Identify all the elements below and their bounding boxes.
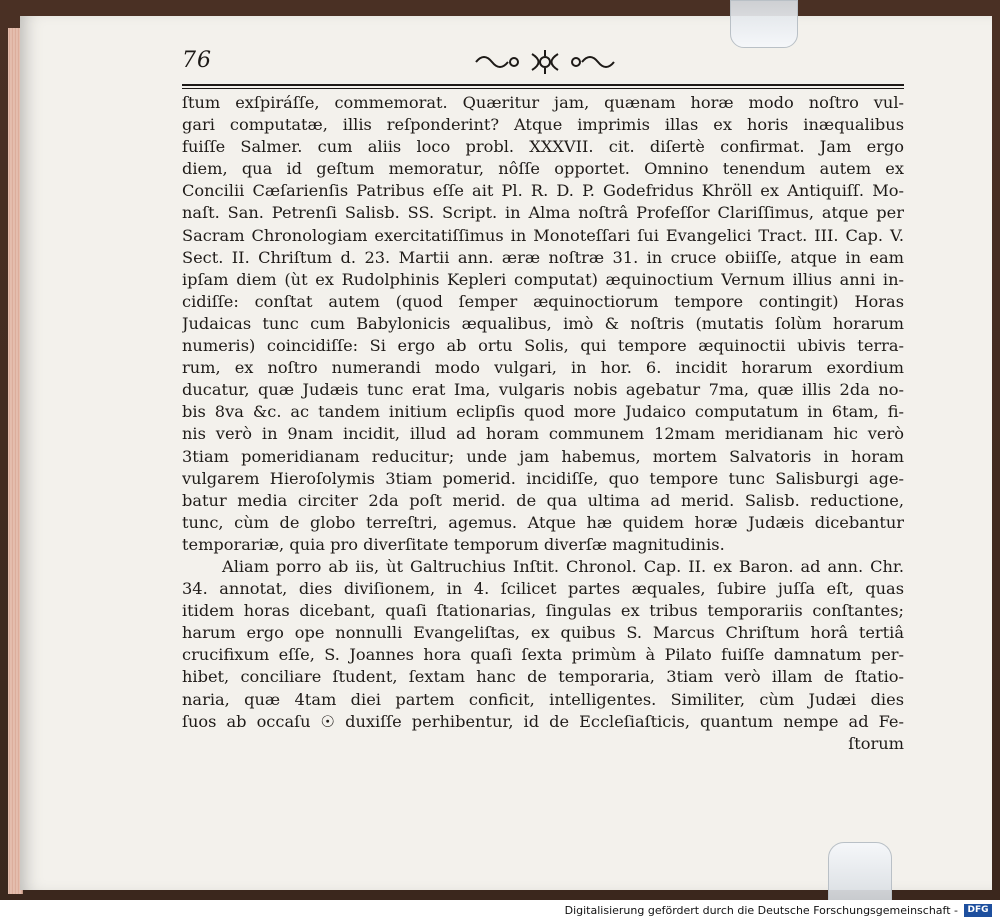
header-rule <box>182 84 904 86</box>
text-line: cidiſſe: conſtat autem (quod ſemper æquinoctiorum tempore contingit) Horas <box>182 291 904 311</box>
text-line: fuiſſe Salmer. cum aliis loco probl. XXXVII. cit. diſertè confirmat. Jam ergo <box>182 137 904 157</box>
text-line: Sect. II. Chriſtum d. 23. Martii ann. æræ noſtræ 31. in cruce obiiſſe, atque in eam <box>182 247 904 267</box>
text-line: naria, quæ 4tam diei partem conficit, intelligentes. Similiter, cùm Judæi dies <box>182 689 904 709</box>
text-line: ſuos ab occaſu ☉ duxiſſe perhibentur, id de Eccleſiaſticis, quantum nempe ad Fe- <box>182 711 904 731</box>
text-line: itidem horas dicebant, quaſi ſtationarias, ſingulas ex tribus temporariis conſtantes; <box>182 601 904 621</box>
text-line: hibet, conciliare ſtudent, ſextam hanc de temporaria, 3tiam verò illam de ſtatio- <box>182 667 904 687</box>
text-line: harum ergo ope nonnulli Evangeliſtas, ex quibus S. Marcus Chriſtum horâ tertiâ <box>182 623 904 643</box>
text-line: rum, ex noſtro numerandi modo vulgari, in hor. 6. incidit horarum exordium <box>182 358 904 378</box>
text-line: diem, qua id geſtum memoratur, nôſſe opportet. Omnino tenendum autem ex <box>182 159 904 179</box>
text-line: vulgarem Hieroſolymis 3tiam pomerid. incidiſſe, quo tempore tunc Salisburgi age- <box>182 468 904 488</box>
ornament-icon <box>470 48 620 76</box>
text-line: nis verò in 9nam incidit, illud ad horam communem 12mam meridianam hic verò <box>182 424 904 444</box>
text-line: tunc, cùm de globo terreſtri, agemus. Atque hæ quidem horæ Judæis dicebantur <box>182 512 904 532</box>
text-line: Concilii Cæſarienſis Patribus eſſe ait Pl. R. D. P. Godefridus Khröll ex Antiquiſſ. Mo- <box>182 181 904 201</box>
text-line: 34. annotat, dies diviſionem, in 4. ſcilicet partes æquales, ſubire juſſa eſt, quas <box>182 579 904 599</box>
text-line: 3tiam pomeridianam reducitur; unde jam habemus, mortem Salvatoris in horam <box>182 446 904 466</box>
funding-notice: Digitalisierung gefördert durch die Deutsche Forschungsgemeinschaft - <box>564 904 958 917</box>
dfg-logo: DFG <box>964 904 992 917</box>
text-line: Aliam porro ab iis, ùt Galtruchius Inſtit. Chronol. Cap. II. ex Baron. ad ann. Chr. <box>222 556 904 576</box>
text-line: ducatur, quæ Judæis tunc erat Ima, vulgaris nobis agebatur 7ma, quæ illis 2da no- <box>182 380 904 400</box>
text-line: temporariæ, quia pro diverſitate temporum diverſæ magnitudinis. <box>182 534 725 554</box>
text-line: naſt. San. Petrenſi Salisb. SS. Script. in Alma noſtrâ Profeſſor Clariſſimus, atque per <box>182 203 904 223</box>
text-line: bis 8va &c. ac tandem initium eclipſis quod more Judaico computatum in 6tam, fi- <box>182 402 904 422</box>
text-line: numeris) coincidiſſe: Si ergo ab ortu Solis, qui tempore æquinoctii ubivis terra- <box>182 336 904 356</box>
text-line: ipſam diem (ùt ex Rudolphinis Kepleri computat) æquinoctium Vernum illius anni in- <box>182 269 904 289</box>
page-clip-bottom <box>828 842 892 902</box>
text-line: batur media circiter 2da poſt merid. de qua ultima ad merid. Salisb. reductione, <box>182 490 904 510</box>
body-text <box>182 92 904 755</box>
catchword: ſtorum <box>848 733 904 753</box>
footer-bar <box>0 900 1000 922</box>
text-line: crucifixum eſſe, S. Joannes hora quaſi ſexta primùm à Pilato fuiſſe damnatum per- <box>182 645 904 665</box>
text-line: ſtum exſpiráſſe, commemorat. Quæritur jam, quænam horæ modo noſtro vul- <box>182 93 904 112</box>
page-clip-top <box>730 0 798 48</box>
text-line: Sacram Chronologiam exercitatiſſimus in Monoteſſari ſui Evangelici Tract. III. Cap. V. <box>182 225 904 245</box>
text-line: Judaicas tunc cum Babylonicis æqualibus, imò & noſtris (mutatis ſolùm horarum <box>182 313 904 333</box>
text-line: gari computatæ, illis reſponderint? Atque imprimis illas ex horis inæqualibus <box>182 115 904 135</box>
page-number: 76 <box>182 48 212 73</box>
